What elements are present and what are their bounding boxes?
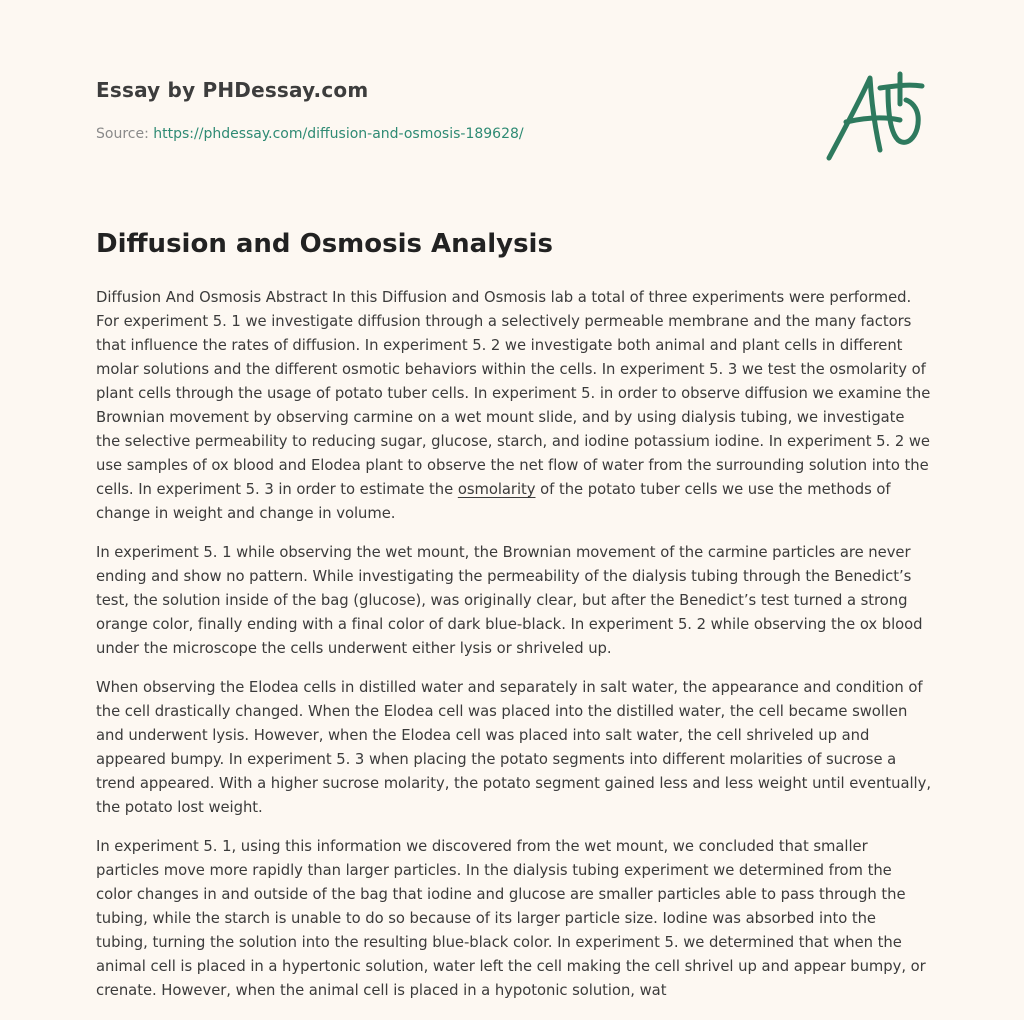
- paragraph-2: In experiment 5. 1 while observing the wet mount, the Brownian movement of the carmine particles are never ending and show no pattern. While investigating the permeability of the dialysis tubing through the Benedict’s test, the solution inside of the bag (glucose), was originally clear, but after the Benedict’s test turned a strong orange color, finally ending with a final color of dark blue-black. In experiment 5. 2 while observing the ox blood under the microscope the cells underwent either lysis or shriveled up.: [96, 544, 923, 657]
- source-link[interactable]: https://phdessay.com/diffusion-and-osmosis-189628/: [153, 126, 524, 142]
- a-plus-grade-icon: [824, 70, 926, 164]
- paragraph-4: In experiment 5. 1, using this information we discovered from the wet mount, we concluded that smaller particles move more rapidly than larger particles. In the dialysis tubing experiment we determined from the color changes in and outside of the bag that iodine and glucose are smaller particles able to pass through the tubing, while the starch is unable to do so because of its larger particle size. Iodine was absorbed into the tubing, turning the solution into the resulting blue-black color. In experiment 5. we determined that when the animal cell is placed in a hypertonic solution, water left the cell making the cell shrivel up and appear bumpy, or crenate. However, when the animal cell is placed in a hypotonic solution, wat: [96, 838, 926, 999]
- essay-body: [96, 286, 932, 1018]
- osmolarity-link[interactable]: osmolarity: [457, 481, 536, 498]
- paragraph-1: [96, 286, 932, 526]
- site-brand: Essay by PHDessay.com: [96, 78, 369, 102]
- page-header: [96, 76, 796, 144]
- paragraph-1-text-before: Diffusion And Osmosis Abstract In this Diffusion and Osmosis lab a total of three experiments were performed. For experiment 5. 1 we investigate diffusion through a selectively permeable membrane and the many factors that influence the rates of diffusion. In experiment 5. 2 we investigate both animal and plant cells in different molar solutions and the different osmotic behaviors within the cells. In experiment 5. 3 we test the osmolarity of plant cells through the usage of potato tuber cells. In experiment 5. in order to observe diffusion we examine the Brownian movement by observing carmine on a wet mount slide, and by using dialysis tubing, we investigate the selective permeability to reducing sugar, glucose, starch, and iodine potassium iodine. In experiment 5. 2 we use samples of ox blood and Elodea plant to observe the net flow of water from the surrounding solution into the cells. In experiment 5. 3 in order to estimate the: [96, 289, 931, 498]
- paragraph-1-text-after: of the potato tuber cells we use the methods of change in weight and change in volume.: [96, 481, 891, 522]
- source-label: Source:: [96, 126, 154, 142]
- essay-title: Diffusion and Osmosis Analysis: [96, 229, 553, 259]
- paragraph-3: When observing the Elodea cells in distilled water and separately in salt water, the appearance and condition of the cell drastically changed. When the Elodea cell was placed into the distilled water, the cell became swollen and underwent lysis. However, when the Elodea cell was placed into salt water, the cell shriveled up and appeared bumpy. In experiment 5. 3 when placing the potato segments into different molarities of sucrose a trend appeared. With a higher sucrose molarity, the potato segment gained less and less weight until eventually, the potato lost weight.: [96, 679, 931, 816]
- source-line: [96, 124, 796, 144]
